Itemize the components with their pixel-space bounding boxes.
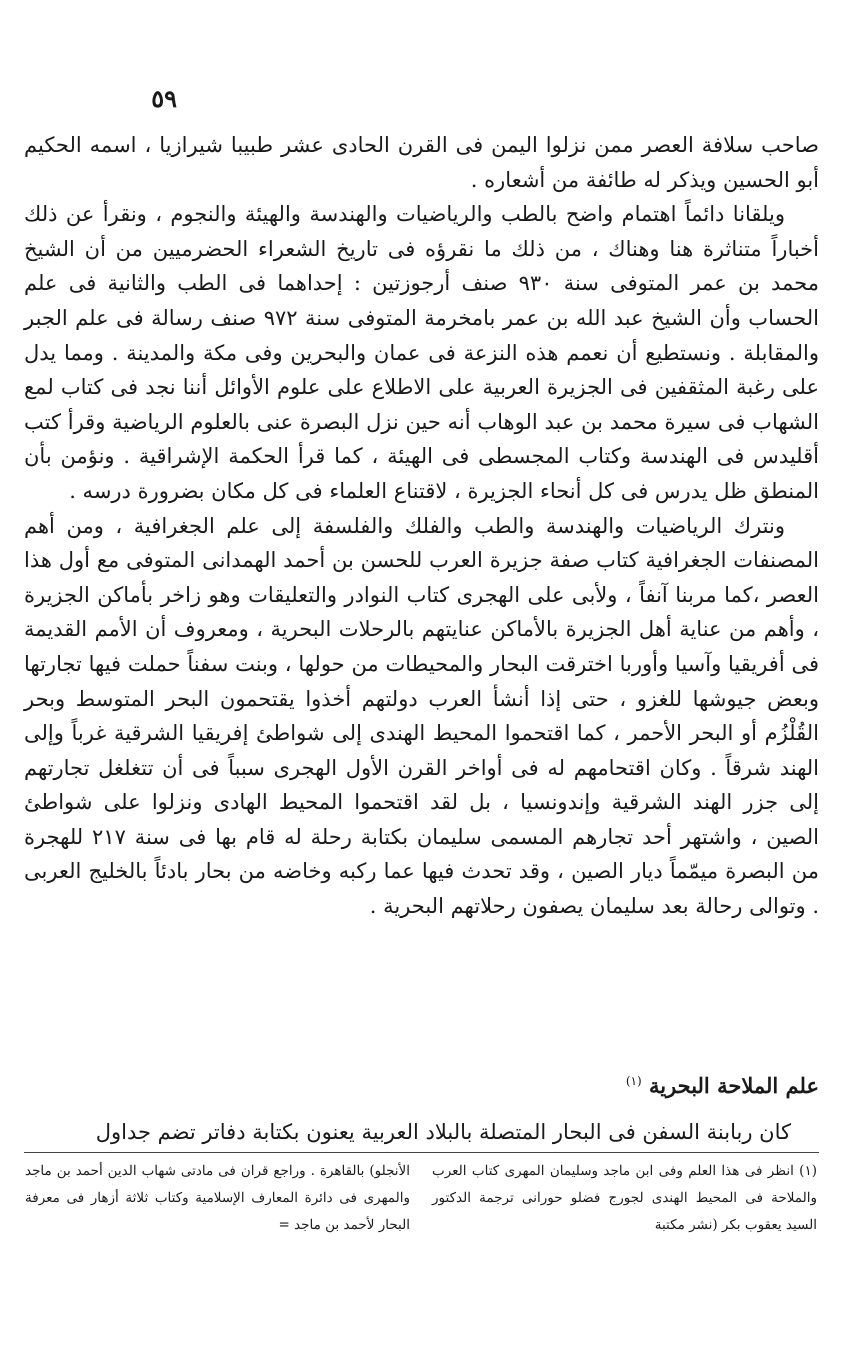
footnote-right-column: (١) انظر فى هذا العلم وفى ابن ماجد وسليمان المهرى كتاب العرب والملاحة فى المحيط الهندى لجورج فضلو حورانى ترجمة الدكتور السيد يعقوب بكر (نشر مكتبة (432, 1163, 817, 1233)
paragraph-3: ونترك الرياضيات والهندسة والطب والفلك والفلسفة إلى علم الجغرافية ، ومن أهم المصنفات الجغرافية كتاب صفة جزيرة العرب للحسن بن أحمد الهمدانى المتوفى مع أول هذا العصر ،كما مربنا آنفاً ، ولأبى على الهجرى كتاب النوادر والتعليقات وهو زاخر بأماكن الجزيرة ، وأهم من عناية أهل الجزيرة بالأماكن عنايتهم بالرحلات البحرية ، ومعروف أن الأمم القديمة فى أفريقيا وآسيا وأوربا اخترقت البحار والمحيطات من حولها ، وبنت سفناً حملت فيها تجارتها وبعض جيوشها للغزو ، حتى إذا أنشأ العرب دولتهم أخذوا يقتحمون البحر المتوسط وبحر القُلْزُم أو البحر الأحمر ، كما اقتحموا المحيط الهندى إلى شواطئ إفريقيا الشرقية غرباً وإلى الهند شرقاً . وكان اقتحامهم له فى أواخر القرن الأول الهجرى سبباً فى أن تتغلغل تجارتهم إلى جزر الهند الشرقية وإندونسيا ، بل لقد اقتحموا المحيط الهادى ونزلوا على شواطئ الصين ، واشتهر أحد تجارهم المسمى سليمان بكتابة رحلة له قام بها فى سنة ٢١٧ للهجرة من البصرة ميمّماً ديار الصين ، وقد تحدث فيها عما ركبه وخاضه من بحار بادئاً بالخليج العربى . وتوالى رحالة بعد سليمان يصفون رحلاتهم البحرية . (24, 513, 819, 919)
page-number: ٥٩ (151, 84, 177, 113)
body-text (24, 128, 819, 924)
section-heading-text: علم الملاحة البحرية (648, 1073, 819, 1098)
footnotes (25, 1158, 817, 1239)
paragraph-2: ويلقانا دائماً اهتمام واضح بالطب والرياضيات والهندسة والهيئة والنجوم ، ونقرأ عن ذلك أخباراً متناثرة هنا وهناك ، من ذلك ما نقرؤه فى تاريخ الشعراء الحضرميين من أن الشيخ محمد بن عمر المتوفى سنة ٩٣٠ صنف أرجوزتين : إحداهما فى الطب والثانية فى علم الحساب وأن الشيخ عبد الله بن عمر بامخرمة المتوفى سنة ٩٧٢ صنف رسالة فى علم الجبر والمقابلة . ونستطيع أن نعمم هذه النزعة فى عمان والبحرين وفى مكة والمدينة . ومما يدل على رغبة المثقفين فى الجزيرة العربية على الاطلاع على علوم الأوائل أننا نجد فى كتاب لمع الشهاب فى سيرة محمد بن عبد الوهاب أنه حين نزل البصرة عنى بالعلوم الرياضية وقرأ كتب أقليدس فى الهندسة وكتاب المجسطى فى الهيئة ، كما قرأ الحكمة الإشراقية . ونؤمن بأن المنطق ظل يدرس فى كل أنحاء الجزيرة ، لاقتناع العلماء فى كل مكان بضرورة درسه . (24, 202, 819, 503)
section-heading (626, 1073, 819, 1098)
section-first-line: كان ربابنة السفن فى البحار المتصلة بالبلاد العربية يعنون بكتابة دفاتر تضم جداول (95, 1120, 791, 1144)
footnote-marker: (١) (625, 1074, 642, 1088)
footnote-divider (24, 1152, 819, 1153)
footnote-left-column: الأنجلو) بالقاهرة . وراجع قران فى مادتى شهاب الدين أحمد بن ماجد والمهرى فى دائرة المعارف الإسلامية وكتاب ثلاثة أزهار فى معرفة البحار لأحمد بن ماجد = (25, 1163, 410, 1233)
paragraph-1: صاحب سلافة العصر ممن نزلوا اليمن فى القرن الحادى عشر طبيبا شيرازيا ، اسمه الحكيم أبو الحسين ويذكر له طائفة من أشعاره . (24, 133, 819, 192)
